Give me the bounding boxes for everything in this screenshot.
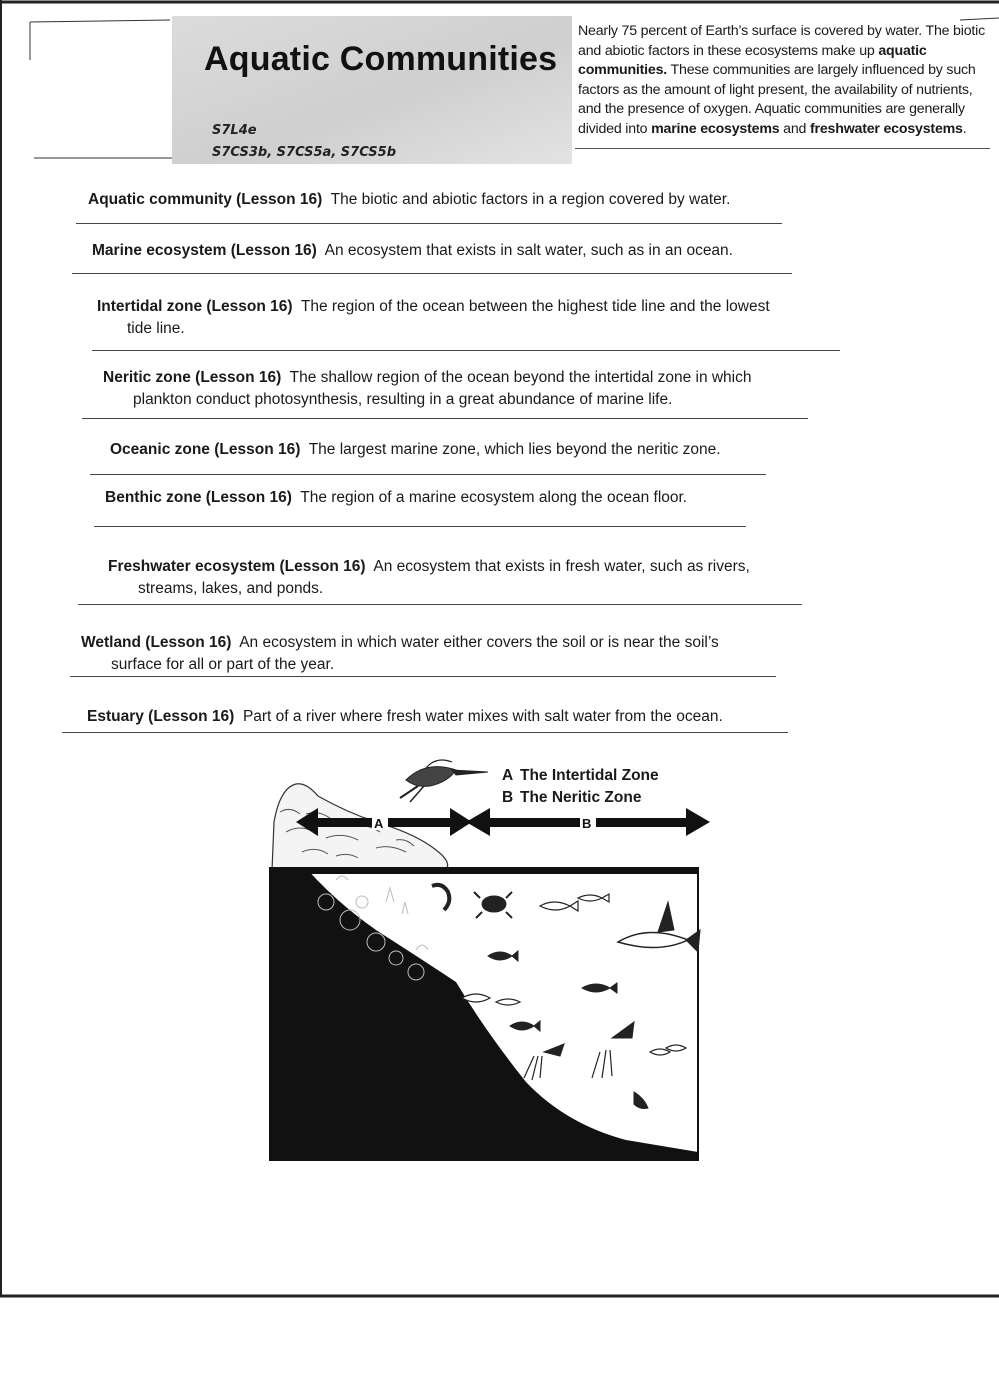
divider xyxy=(82,418,808,419)
divider xyxy=(90,474,766,475)
divider xyxy=(78,604,802,605)
water-surface xyxy=(270,868,698,874)
glossary-term: Intertidal zone (Lesson 16) The region of the ocean between the highest tide line and the lowest tide line. xyxy=(97,298,770,337)
glossary-term: Estuary (Lesson 16) Part of a river where fresh water mixes with salt water from the ocean. xyxy=(87,708,723,725)
intro-paragraph: Nearly 75 percent of Earth’s surface is covered by water. The biotic and abiotic factors in these ecosystems make up aquatic communities. These communities are largely influenced by such factors as the amount of light present, the availability of nutrients, and the presence of oxygen. Aquatic communities are generally divided into marine ecosystems and freshwater ecosystems. xyxy=(578,23,985,137)
glossary-term: Wetland (Lesson 16) An ecosystem in which water either covers the soil or is near the soil’s surface for all or part of the year. xyxy=(81,634,719,673)
divider xyxy=(94,526,746,527)
divider xyxy=(72,273,792,274)
page-title: Aquatic Communities xyxy=(204,40,558,78)
standard-code: S7L4e xyxy=(212,123,257,138)
divider xyxy=(76,223,782,224)
divider xyxy=(575,148,990,149)
glossary-term: Benthic zone (Lesson 16) The region of a marine ecosystem along the ocean floor. xyxy=(105,489,688,506)
glossary-term: Freshwater ecosystem (Lesson 16) An ecosystem that exists in fresh water, such as rivers, streams, lakes, and ponds. xyxy=(108,558,750,597)
arrow-label-b: B xyxy=(582,816,592,831)
legend-item: B The Neritic Zone xyxy=(502,789,642,806)
arrow-label-a: A xyxy=(374,816,384,831)
standard-code: S7CS3b, S7CS5a, S7CS5b xyxy=(212,145,396,160)
glossary-term: Marine ecosystem (Lesson 16) An ecosystem that exists in salt water, such as in an ocean. xyxy=(92,242,733,259)
legend-item: A The Intertidal Zone xyxy=(502,767,659,784)
divider xyxy=(62,732,788,733)
glossary-term: Aquatic community (Lesson 16) The biotic and abiotic factors in a region covered by water. xyxy=(88,191,731,208)
divider xyxy=(92,350,840,351)
glossary-term: Oceanic zone (Lesson 16) The largest marine zone, which lies beyond the neritic zone. xyxy=(110,441,721,458)
heron-illustration xyxy=(400,760,488,802)
standards-codes xyxy=(212,120,396,164)
divider xyxy=(70,676,776,677)
glossary-term: Neritic zone (Lesson 16) The shallow region of the ocean beyond the intertidal zone in which plankton conduct photosynthesis, resulting in a great abundance of marine life. xyxy=(103,369,752,408)
ocean-zones-diagram xyxy=(266,752,716,1164)
